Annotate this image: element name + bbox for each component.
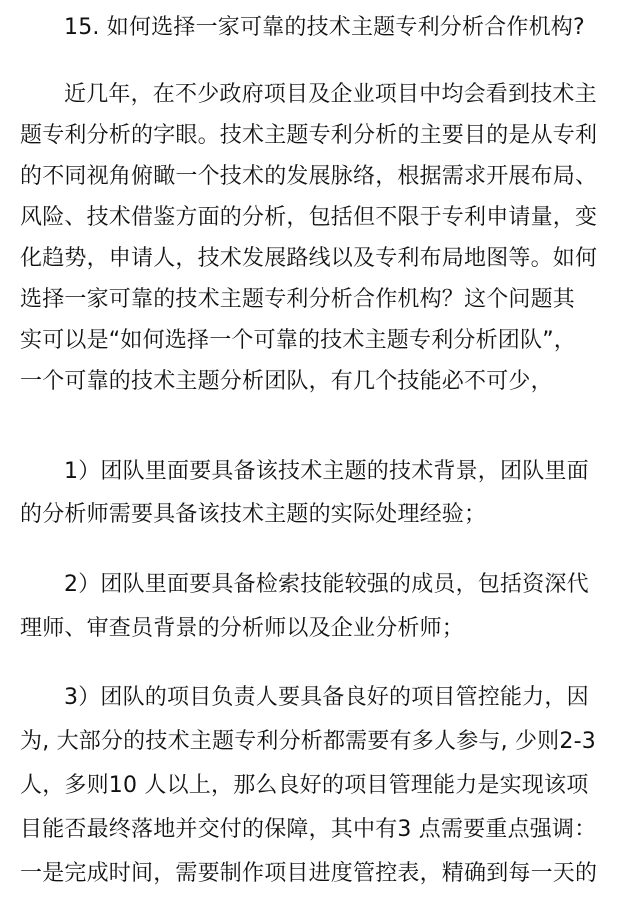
text-line: 选择一家可靠的技术主题专利分析合作机构？这个问题其 [20, 287, 576, 312]
text-line: 一个可靠的技术主题分析团队，有几个技能必不可少， [20, 369, 553, 394]
text-line: 理师、审查员背景的分析师以及企业分析师； [20, 616, 465, 641]
text-line: 3）团队的项目负责人要具备良好的项目管控能力，因 [64, 685, 589, 710]
text-line: 的不同视角俯瞰一个技术的发展脉络，根据需求开展布局、 [20, 164, 598, 189]
text-line: 为, 大部分的技术主题专利分析都需要有多人参与, 少则2-3 [20, 729, 596, 754]
text-line: 目能否最终落地并交付的保障，其中有3 点需要重点强调： [20, 817, 597, 842]
text-line: 近几年，在不少政府项目及企业项目中均会看到技术主 [64, 82, 597, 107]
text-line: 实可以是“如何选择一个可靠的技术主题专利分析团队”， [20, 328, 576, 353]
text-line: 1）团队里面要具备该技术主题的技术背景，团队里面 [64, 459, 589, 484]
section-heading: 15. 如何选择一家可靠的技术主题专利分析合作机构? [64, 15, 585, 40]
text-line: 的分析师需要具备该技术主题的实际处理经验； [20, 502, 487, 527]
text-line: 2）团队里面要具备检索技能较强的成员，包括资深代 [64, 572, 589, 597]
text-line: 化趋势，申请人，技术发展路线以及专利布局地图等。如何 [20, 246, 598, 271]
text-line: 题专利分析的字眼。技术主题专利分析的主要目的是从专利 [20, 123, 598, 148]
text-line: 一是完成时间，需要制作项目进度管控表，精确到每一天的 [20, 861, 598, 886]
text-line: 人，多则10 人以上，那么良好的项目管理能力是实现该项 [20, 773, 589, 798]
text-line: 风险、技术借鉴方面的分析，包括但不限于专利申请量，变 [20, 205, 598, 230]
